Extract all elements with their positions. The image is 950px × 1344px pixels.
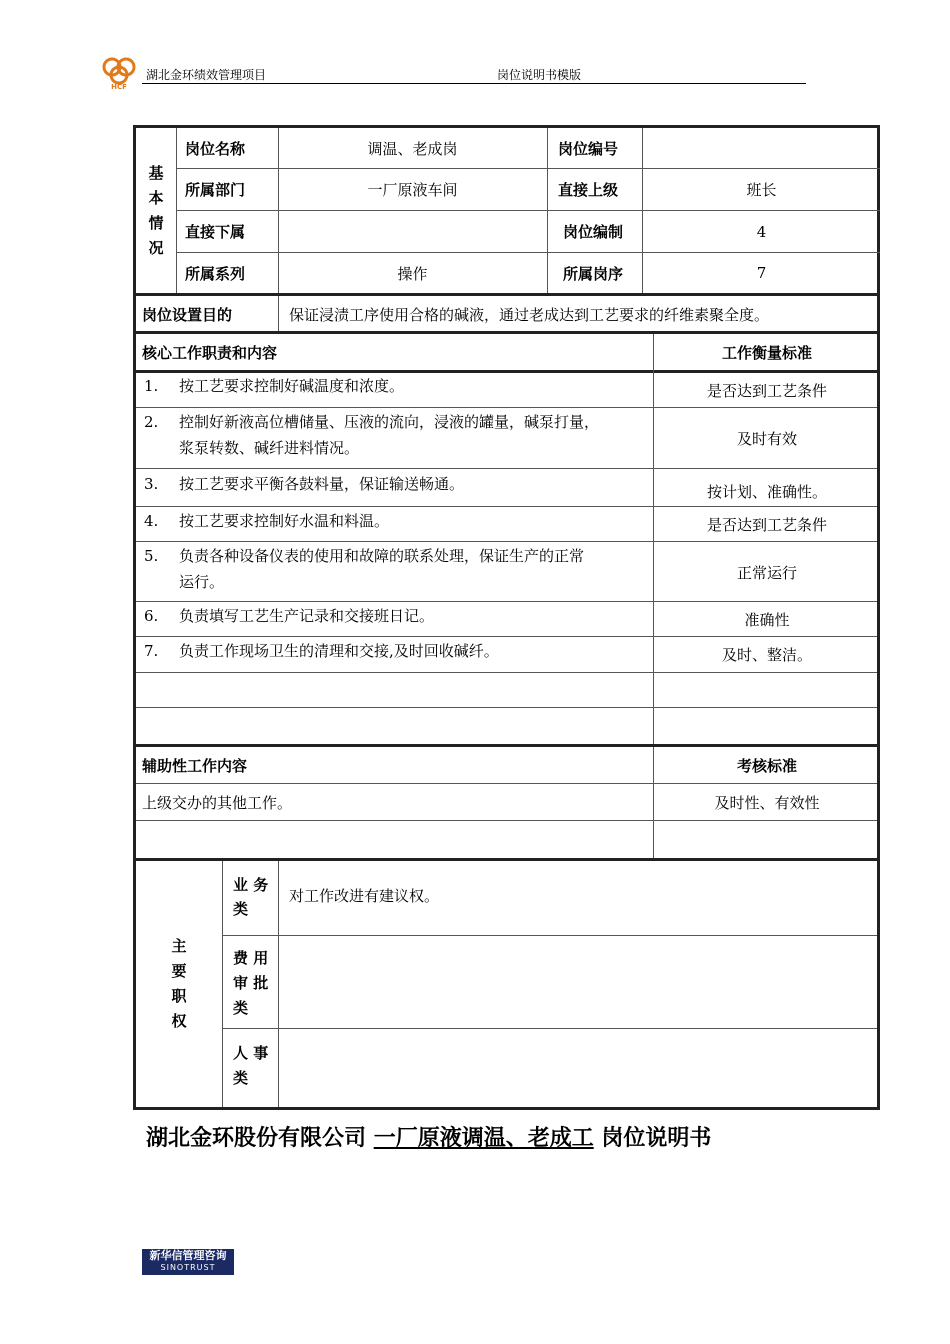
duty-standard-4: 是否达到工艺条件	[706, 515, 827, 534]
duty-standard-5: 正常运行	[736, 563, 797, 582]
header-doc-type: 岗位说明书模版	[497, 68, 582, 82]
expense-authority-label: 费 用 审 批 类	[233, 949, 269, 1017]
aux-duties-header: 辅助性工作内容	[142, 756, 248, 775]
department-value: 一厂原液车间	[367, 181, 458, 199]
subordinate-label: 直接下属	[185, 223, 246, 241]
duty-standard-1: 是否达到工艺条件	[706, 382, 827, 400]
position-code-value	[643, 128, 880, 168]
series-label: 所属系列	[185, 264, 246, 283]
expense-authority-text	[279, 936, 879, 1028]
basic-info-section-label: 基 本 情 况	[148, 163, 164, 257]
company-logo	[100, 55, 138, 91]
aux-row-empty	[136, 821, 877, 858]
aux-standard-header: 考核标准	[736, 756, 797, 775]
duty-row-2: 2. 控制好新液高位槽储量、压液的流向，浸液的罐量，碱泵打量， 浆泵转数、碱纤进料情况。	[144, 413, 600, 457]
core-duties-header: 核心工作职责和内容	[142, 344, 278, 362]
duty-standard-2: 及时有效	[736, 429, 797, 448]
header-project: 湖北金环绩效管理项目	[146, 68, 267, 82]
business-authority-text: 对工作改进有建议权。	[289, 887, 440, 905]
authority-section-label: 主 要 职 权	[171, 937, 187, 1030]
business-authority-label: 业 务 类	[233, 876, 269, 918]
aux-item-text: 上级交办的其他工作。	[142, 793, 293, 812]
duty-standard-7: 及时、整洁。	[721, 646, 812, 664]
headcount-label: 岗位编制	[563, 223, 624, 241]
position-code-label: 岗位编号	[558, 139, 619, 158]
personnel-authority-text	[279, 1029, 879, 1107]
duty-row-empty-1	[136, 673, 877, 708]
duty-standard-3: 按计划、准确性。	[706, 482, 827, 501]
position-name-value: 调温、老成岗	[367, 139, 458, 158]
position-name-label: 岗位名称	[185, 139, 246, 158]
footer-position: 一厂原液调温、老成工	[373, 1126, 594, 1151]
document-title	[146, 1121, 711, 1152]
personnel-authority-label: 人 事 类	[233, 1044, 269, 1087]
department-label: 所属部门	[185, 181, 246, 199]
sequence-label: 所属岗序	[563, 264, 624, 283]
footer-suffix: 岗位说明书	[601, 1126, 712, 1151]
series-value: 操作	[397, 264, 428, 283]
footer-company: 湖北金环股份有限公司	[146, 1126, 367, 1151]
svg-text:HCF: HCF	[111, 83, 127, 91]
headcount-value: 4	[756, 222, 767, 241]
supervisor-value: 班长	[746, 181, 777, 199]
supervisor-label: 直接上级	[558, 181, 619, 199]
purpose-label: 岗位设置目的	[142, 305, 233, 324]
core-standard-header: 工作衡量标准	[721, 344, 812, 362]
purpose-text: 保证浸渍工序使用合格的碱液，通过老成达到工艺要求的纤维素聚全度。	[289, 305, 770, 324]
sequence-value: 7	[756, 264, 767, 282]
duty-row-5: 5. 负责各种设备仪表的使用和故障的联系处理，保证生产的正常 运行。	[144, 547, 585, 591]
duty-row-empty-2	[136, 708, 877, 744]
subordinate-value	[278, 211, 547, 252]
aux-item-standard: 及时性、有效性	[714, 793, 820, 812]
header-rule	[142, 83, 806, 84]
consultancy-logo: 新华信管理咨询 SINOTRUST	[142, 1249, 234, 1275]
duty-standard-6: 准确性	[744, 610, 790, 629]
job-description-table: 基 本 情 况 岗位名称 调温、老成岗 岗位编号 所属部门 一厂原液车间 直接上级 班长 直接下属 岗位编制 4 所属系列 操作 所属岗序 7 岗位设置目的 保证浸渍工序使用合格的碱液，通过老成达到工艺要求的纤维素聚全度。 核心工作职责和内容 工作衡量标准 1. 按工艺要求控制好碱温度和浓度。 是否达到工艺条件 2. 控制好新液高位槽储量、压液的流向，浸液的罐量，碱泵打量， 浆泵转数、碱纤进料情况。 及时有效 3. 按工艺要求平衡各鼓料量，保证输送畅通。 按计划、准确性。 4. 按工艺要求控制好水温和料温。 是否达到工艺条件 5. 负责各种设备仪表的使用和故障的联系处理，保证生产的正常 运行。 正常运行 6. 负责填写工艺生产记录和交接班日记。 准确性 7. 负责工作现场卫生的清理和交接,及时回收碱纤。 及时、整洁。 辅助性工作内容 考核标准 上级交办的其他工作。 及时性、有效性 主 要 职 权 业 务 类 对工作改进有建议权。 费 用 审 批 类 人 事 类	[133, 125, 880, 1110]
